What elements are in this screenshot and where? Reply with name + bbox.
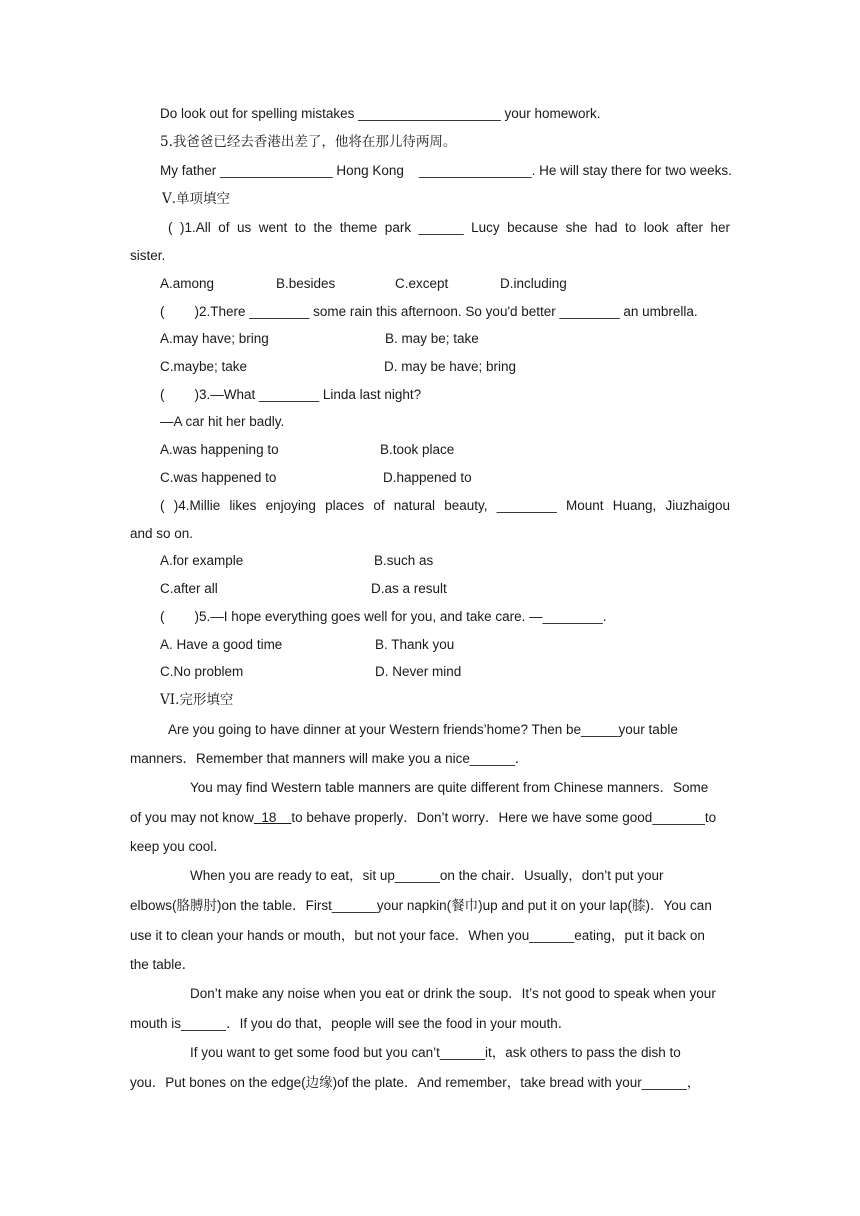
section-heading-single-choice: Ⅴ.单项填空: [162, 191, 231, 207]
cloze-text: you．Put bones on the edge(: [130, 1075, 306, 1090]
cloze-text: )．You can: [645, 898, 712, 913]
translation-question-5-chinese: 5.我爸爸已经去香港出差了，他将在那儿待两周。: [160, 134, 457, 150]
question-1-stem: ( )1.All of us went to the theme park ______ Lucy because she had to look after her: [168, 220, 730, 235]
question-5-option-a: A. Have a good time: [160, 637, 283, 652]
cloze-chinese-gloss: 餐巾: [451, 898, 479, 914]
question-1-option-c: C.except: [395, 276, 449, 291]
cloze-text: )of the plate．And remember，take bread with your______，: [332, 1075, 701, 1090]
question-2-stem: ( )2.There ________ some rain this afternoon. So you'd better ________ an umbrella.: [160, 304, 698, 319]
translation-question-5-english: My father _______________ Hong Kong _______________. He will stay there for two weeks.: [160, 163, 732, 178]
question-4-stem: ( )4.Millie likes enjoying places of natural beauty, ________ Mount Huang, Jiuzhaigou: [160, 498, 730, 513]
cloze-text: of you may not know: [130, 810, 254, 825]
question-4-option-d: D.as a result: [371, 581, 447, 596]
cloze-paragraph-4-line-1: Don’t make any noise when you eat or drink the soup．It’s not good to speak when your: [190, 986, 716, 1001]
question-5-option-b: B. Thank you: [375, 637, 455, 652]
section-heading-cloze: VI.完形填空: [160, 692, 234, 708]
question-1-stem-continued: sister.: [130, 248, 166, 263]
question-1-option-a: A.among: [160, 276, 215, 291]
question-2-option-a: A.may have; bring: [160, 331, 269, 346]
cloze-paragraph-3-line-4: the table．: [130, 957, 196, 972]
cloze-paragraph-5-line-2: [130, 1073, 700, 1093]
cloze-paragraph-3-line-3: use it to clean your hands or mouth，but not your face．When you______eating，put it back on: [130, 928, 705, 943]
question-5-option-d: D. Never mind: [375, 664, 462, 679]
question-2-option-d: D. may be have; bring: [384, 359, 517, 374]
translation-question-4-line: Do look out for spelling mistakes ___________________ your homework.: [160, 106, 601, 121]
cloze-paragraph-3-line-1: When you are ready to eat，sit up______on the chair．Usually，don’t put your: [190, 868, 664, 883]
question-3-option-a: A.was happening to: [160, 442, 279, 457]
cloze-text: to behave properly．Don’t worry．Here we have some good_______to: [291, 810, 717, 825]
question-1-option-b: B.besides: [276, 276, 336, 291]
cloze-chinese-gloss: 胳膊肘: [176, 898, 218, 914]
cloze-paragraph-5-line-1: If you want to get some food but you can’t______it，ask others to pass the dish to: [190, 1045, 681, 1060]
cloze-paragraph-2-line-2: [130, 808, 716, 828]
cloze-paragraph-1-line-1: Are you going to have dinner at your Western friends’home? Then be_____your table: [168, 722, 678, 737]
cloze-paragraph-2-line-3: keep you cool．: [130, 839, 227, 854]
cloze-paragraph-4-line-2: mouth is______．If you do that，people will see the food in your mouth．: [130, 1016, 572, 1031]
question-4-option-c: C.after all: [160, 581, 218, 596]
question-2-option-b: B. may be; take: [385, 331, 479, 346]
question-3-option-d: D.happened to: [383, 470, 472, 485]
question-3-answer-line: —A car hit her badly.: [160, 414, 285, 429]
cloze-paragraph-2-line-1: You may find Western table manners are quite different from Chinese manners．Some: [190, 780, 709, 795]
question-5-option-c: C.No problem: [160, 664, 244, 679]
question-5-stem: ( )5.—I hope everything goes well for you, and take care. —________.: [160, 609, 607, 624]
cloze-text: )on the table．First______your napkin(: [217, 898, 452, 913]
question-4-option-a: A.for example: [160, 553, 244, 568]
cloze-text: )up and put it on your lap(: [478, 898, 633, 913]
question-2-option-c: C.maybe; take: [160, 359, 248, 374]
cloze-blank-18: 18: [261, 810, 277, 825]
question-4-stem-continued: and so on.: [130, 526, 194, 541]
cloze-chinese-gloss: 边缘: [305, 1075, 333, 1091]
cloze-paragraph-3-line-2: [130, 896, 712, 916]
cloze-chinese-gloss: 膝: [632, 898, 646, 914]
question-3-stem: ( )3.—What ________ Linda last night?: [160, 387, 422, 402]
cloze-text: elbows(: [130, 898, 177, 913]
cloze-paragraph-1-line-2: manners．Remember that manners will make you a nice______．: [130, 751, 529, 766]
question-3-option-c: C.was happened to: [160, 470, 277, 485]
question-1-option-d: D.including: [500, 276, 567, 291]
question-3-option-b: B.took place: [380, 442, 455, 457]
question-4-option-b: B.such as: [374, 553, 434, 568]
